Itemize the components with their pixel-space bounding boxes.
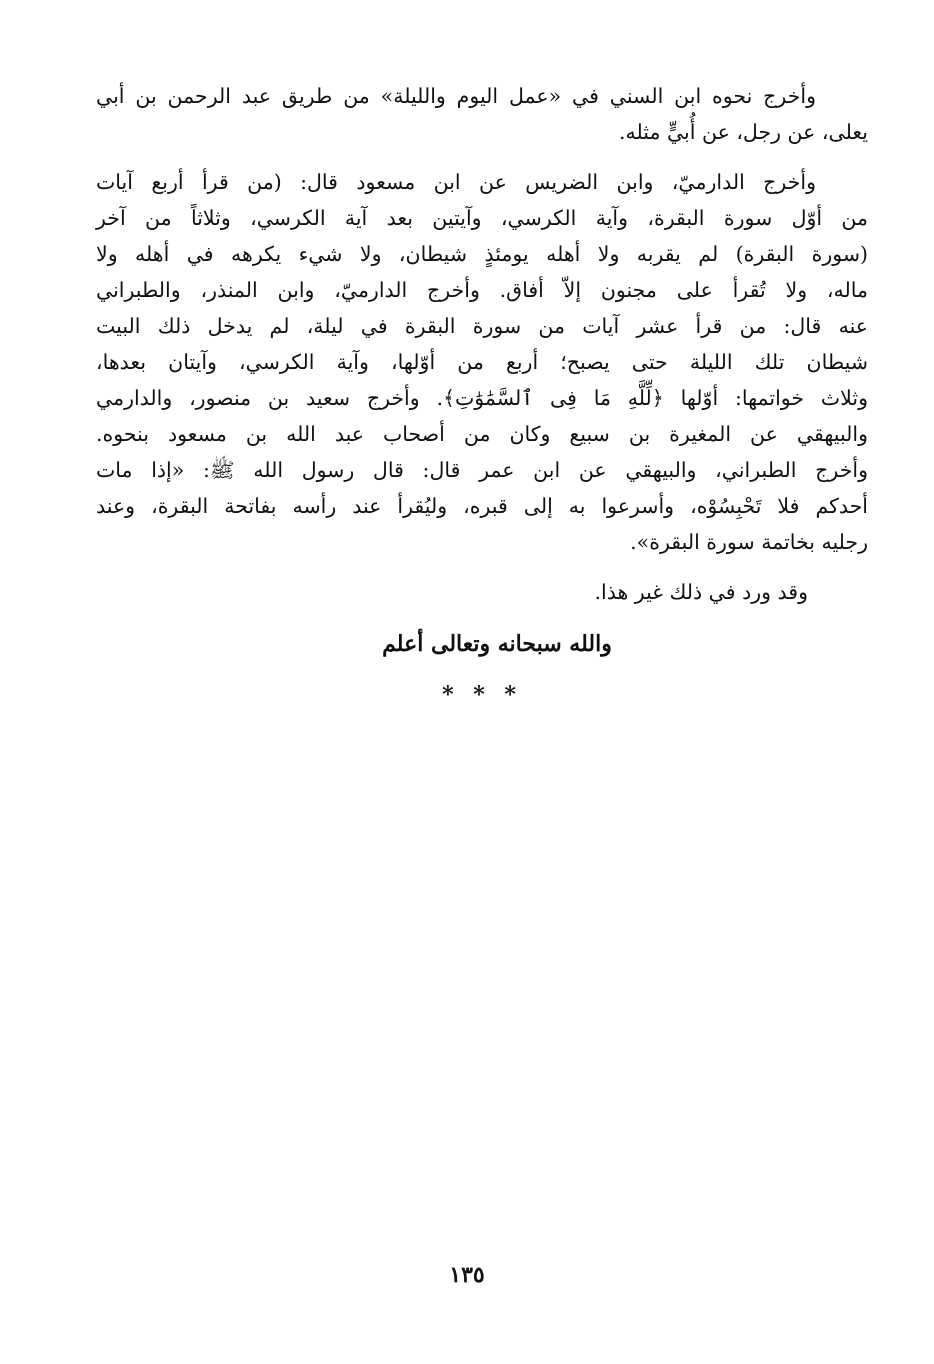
text-line: والبيهقي عن المغيرة بن سبيع وكان من أصحاب عبد الله بن مسعود بنحوه. [96, 422, 868, 446]
closing-remark: وقد ورد في ذلك غير هذا. [594, 580, 808, 604]
text-line: (سورة البقرة) لم يقربه ولا أهله يومئذٍ شيطان، ولا شيء يكرهه في أهله ولا [96, 242, 868, 266]
paragraph-darimi [96, 164, 868, 560]
paragraph-ibn-sunni [96, 78, 868, 150]
text-line: شيطان تلك الليلة حتى يصبح؛ أربع من أوّلها، وآية الكرسي، وآيتان بعدها، [96, 350, 868, 374]
text-line: ماله، ولا تُقرأ على مجنون إلاّ أفاق. وأخرج الدارميّ، وابن المنذر، والطبراني [96, 278, 868, 302]
text-line: عنه قال: من قرأ عشر آيات من سورة البقرة في ليلة، لم يدخل ذلك البيت [96, 314, 868, 338]
conclusion-heading: والله سبحانه وتعالى أعلم [382, 631, 612, 657]
section-separator: * * * [442, 682, 522, 708]
text-line: وأخرج الدارميّ، وابن الضريس عن ابن مسعود قال: (من قرأ أربع آيات [96, 170, 816, 194]
text-line: من أوّل سورة البقرة، وآية الكرسي، وآيتين بعد آية الكرسي، وثلاثاً من آخر [96, 206, 868, 230]
text-line: وثلاث خواتمها: أوّلها ﴿لِّلَّهِ مَا فِى ٱلسَّمَٰوَٰتِ﴾. وأخرج سعيد بن منصور، والدارمي [96, 386, 868, 410]
text-line: أحدكم فلا تَحْبِسُوْه، وأسرعوا به إلى قبره، وليُقرأ عند رأسه بفاتحة البقرة، وعند [96, 494, 868, 518]
page-number: ١٣٥ [449, 1262, 485, 1288]
page-body [96, 78, 868, 710]
paragraph-gap [96, 150, 868, 164]
text-line: يعلى، عن رجل، عن أُبيٍّ مثله. [618, 120, 868, 144]
text-line: وأخرج نحوه ابن السني في «عمل اليوم والليلة» من طريق عبد الرحمن بن أبي [96, 84, 816, 108]
text-line: وأخرج الطبراني، والبيهقي عن ابن عمر قال: قال رسول الله ﷺ: «إذا مات [96, 458, 868, 482]
paragraph-gap [96, 560, 868, 574]
text-line: رجليه بخاتمة سورة البقرة». [630, 530, 868, 554]
